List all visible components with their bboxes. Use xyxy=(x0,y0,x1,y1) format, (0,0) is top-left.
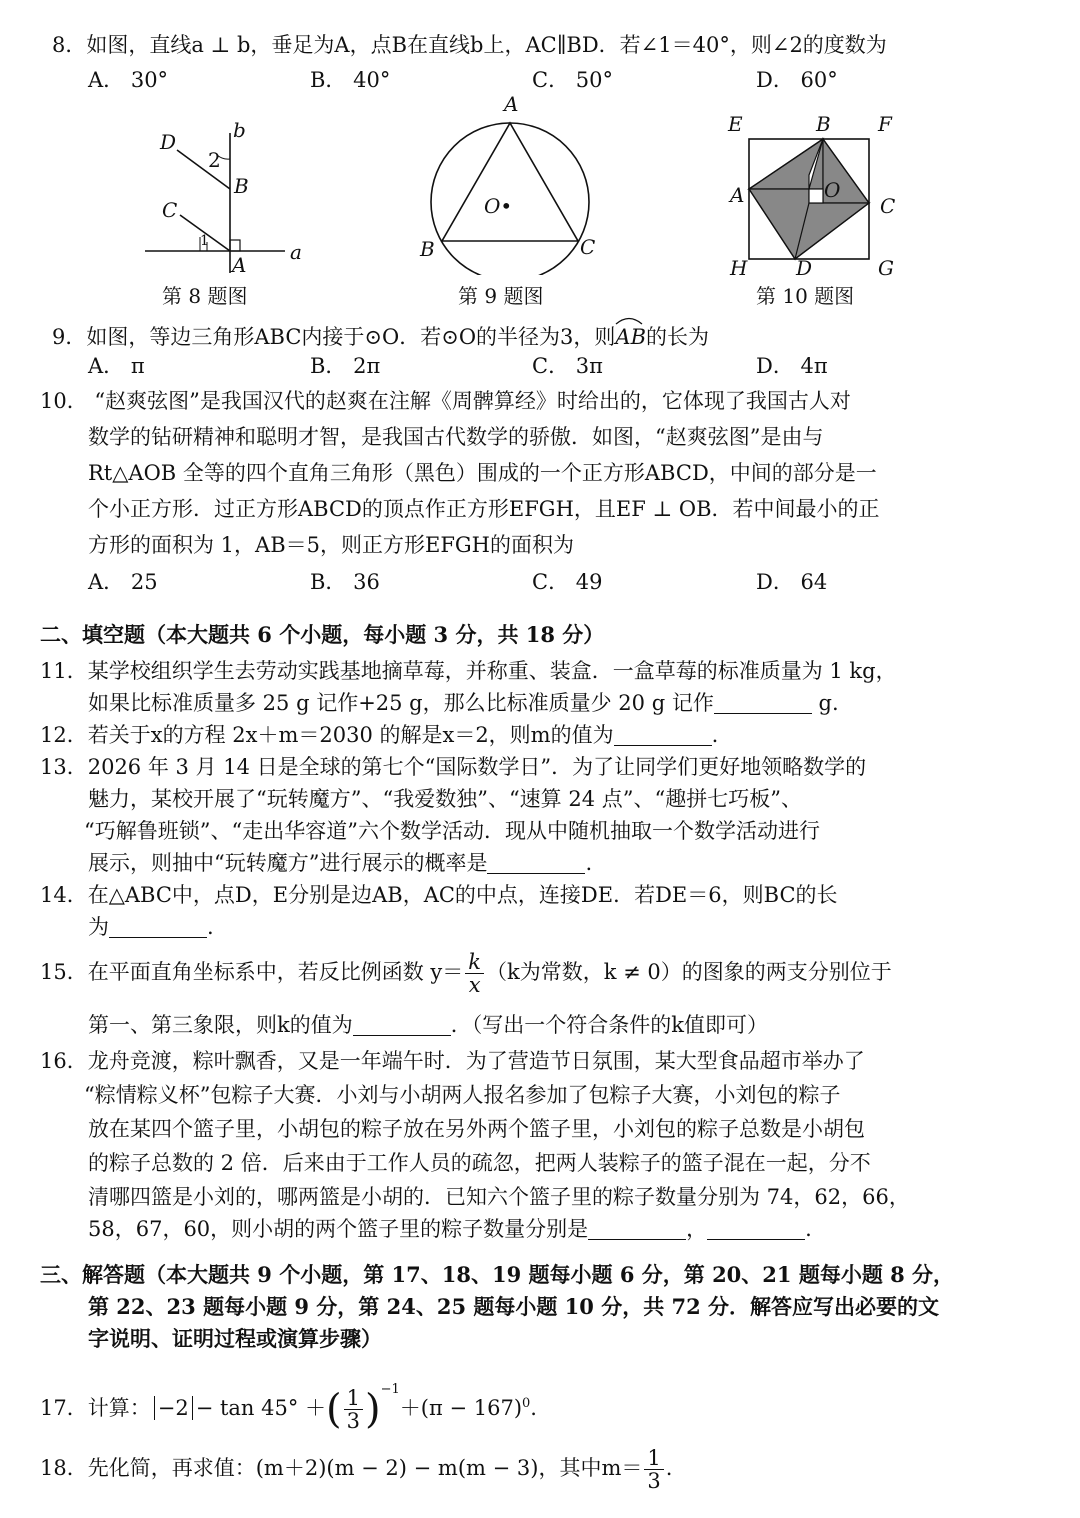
section-2-heading: 二、填空题（本大题共 6 个小题，每小题 3 分，共 18 分） xyxy=(40,622,605,647)
fig8-label-b-line: b xyxy=(233,118,246,142)
q15-answer-blank[interactable] xyxy=(353,1015,451,1036)
q18-line: 18．先化简，再求值：(m＋2)(m − 2) − m(m − 3)，其中m＝ $\frac{1}{3}$ . xyxy=(40,1446,673,1493)
q9-option-d: D． 4π xyxy=(756,354,828,378)
q8-option-c: C． 50° xyxy=(532,68,613,92)
q17-fraction: $\frac{1}{3}$ xyxy=(344,1387,363,1432)
q9-arc: AB xyxy=(615,318,646,352)
fig9-label-a: A xyxy=(504,92,519,116)
q8-option-d: D． 60° xyxy=(756,68,838,92)
q14-line-1: 14．在△ABC中，点D，E分别是边AB，AC的中点，连接DE．若DE＝6，则BC的长 xyxy=(40,883,838,907)
fig10-label-g: G xyxy=(878,256,894,280)
fig9-label-b: B xyxy=(420,237,435,261)
q10-option-a: A． 25 xyxy=(88,570,158,594)
fig8-label-b-point: B xyxy=(234,174,249,198)
q10-line-4: 个小正方形．过正方形ABCD的顶点作正方形EFGH，且EF ⊥ OB．若中间最小的正 xyxy=(88,497,880,521)
q14-line-2: 为 . xyxy=(88,915,214,939)
q16-line-6: 58，67，60，则小胡的两个篮子里的粽子数量分别是 ， . xyxy=(88,1217,812,1241)
figure-10 xyxy=(745,135,875,265)
q16-answer-blank-1[interactable] xyxy=(588,1219,686,1240)
fig8-label-2: 2 xyxy=(208,148,221,172)
fig10-label-e: E xyxy=(728,112,743,136)
fig10-label-f: F xyxy=(878,112,892,136)
q10-option-c: C． 49 xyxy=(532,570,603,594)
fig10-label-d: D xyxy=(796,256,813,280)
fig8-label-a-point: A xyxy=(232,253,247,277)
q10-line-3: Rt△AOB 全等的四个直角三角形（黑色）围成的一个正方形ABCD，中间的部分是一 xyxy=(88,461,877,485)
fig8-label-c: C xyxy=(162,198,178,222)
q16-line-3: 放在某四个篮子里，小胡包的粽子放在另外两个篮子里，小刘包的粽子总数是小胡包 xyxy=(88,1117,865,1141)
q13-line-4: 展示，则抽中“玩转魔方”进行展示的概率是 . xyxy=(88,851,593,875)
q13-line-3: “巧解鲁班锁”、“走出华容道”六个数学活动．现从中随机抽取一个数学活动进行 xyxy=(84,819,820,843)
q16-line-1: 16．龙舟竞渡，粽叶飘香，又是一年端午时．为了营造节日氛围，某大型食品超市举办了 xyxy=(40,1049,865,1073)
q9-option-a: A． π xyxy=(88,354,145,378)
section-3-line-3: 字说明、证明过程或演算步骤） xyxy=(88,1326,382,1351)
q12-line: 12．若关于x的方程 2x＋m＝2030 的解是x＝2，则m的值为 . xyxy=(40,723,719,747)
q9-stem-line xyxy=(52,318,709,352)
q13-line-2: 魅力，某校开展了“玩转魔方”、“我爱数独”、“速算 24 点”、“趣拼七巧板”、 xyxy=(88,787,802,811)
fig10-label-b: B xyxy=(816,112,831,136)
q10-line-5: 方形的面积为 1，AB＝5，则正方形EFGH的面积为 xyxy=(88,533,574,557)
q11-line-1: 11．某学校组织学生去劳动实践基地摘草莓，并称重、装盒．一盒草莓的标准质量为 1 kg， xyxy=(40,659,897,683)
fig9-caption: 第 9 题图 xyxy=(458,284,544,308)
q12-answer-blank[interactable] xyxy=(614,725,712,746)
q9-stem: 9．如图，等边三角形ABC内接于⊙O．若⊙O的半径为3，则 xyxy=(52,325,616,349)
fig8-caption: 第 8 题图 xyxy=(162,284,248,308)
section-3-line-2: 第 22、23 题每小题 9 分，第 24、25 题每小题 10 分，共 72 分．解答应写出必要的文 xyxy=(88,1294,940,1319)
q8-option-a: A． 30° xyxy=(88,68,169,92)
q16-line-4: 的粽子总数的 2 倍．后来由于工作人员的疏忽，把两人装粽子的篮子混在一起，分不 xyxy=(88,1151,871,1175)
q10-option-b: B． 36 xyxy=(310,570,380,594)
q17-line: 17．计算： −2 − tan 45° ＋( $\frac{1}{3}$ )$^{-1}+(\pi - 167)^0$. xyxy=(40,1382,537,1433)
q8-stem: 8．如图，直线a ⊥ b，垂足为A，点B在直线b上，AC∥BD．若∠1＝40°，则∠2的度数为 xyxy=(52,33,887,57)
fig9-label-o: O• xyxy=(484,194,513,218)
fig8-label-a-line: a xyxy=(290,240,302,264)
q17-abs: −2 xyxy=(154,1396,193,1420)
q16-answer-blank-2[interactable] xyxy=(707,1219,805,1240)
fig10-label-a: A xyxy=(730,183,745,207)
fig9-label-c: C xyxy=(580,235,596,259)
q10-line-1: 10． “赵爽弦图”是我国汉代的赵爽在注解《周髀算经》时给出的，它体现了我国古人对 xyxy=(40,389,851,413)
fig10-label-c: C xyxy=(880,194,896,218)
q13-line-1: 13．2026 年 3 月 14 日是全球的第七个“国际数学日”．为了让同学们更好地领略数学的 xyxy=(40,755,867,779)
fig8-label-d: D xyxy=(160,130,177,154)
q15-line-1: 15．在平面直角坐标系中，若反比例函数 y＝ $\frac{k}{x}$ （k为常数，k ≠ 0）的图象的两支分别位于 xyxy=(40,950,892,997)
q15-fraction: $\frac{k}{x}$ xyxy=(465,951,484,996)
q18-fraction: $\frac{1}{3}$ xyxy=(644,1447,663,1492)
q9-option-b: B． 2π xyxy=(310,354,381,378)
fig10-label-o: O xyxy=(824,178,841,202)
q15-line-2: 第一、第三象限，则k的值为 ．（写出一个符合条件的k值即可） xyxy=(88,1013,768,1037)
q11-line-2: 如果比标准质量多 25 g 记作+25 g，那么比标准质量少 20 g 记作 g. xyxy=(88,691,839,715)
q13-answer-blank[interactable] xyxy=(487,853,585,874)
fig8-label-1: 1 xyxy=(200,233,209,249)
fig10-caption: 第 10 题图 xyxy=(756,284,855,308)
q9-option-c: C． 3π xyxy=(532,354,603,378)
q16-line-2: “粽情粽义杯”包粽子大赛．小刘与小胡两人报名参加了包粽子大赛，小刘包的粽子 xyxy=(84,1083,841,1107)
q10-line-2: 数学的钻研精神和聪明才智，是我国古代数学的骄傲．如图，“赵爽弦图”是由与 xyxy=(88,425,824,449)
q11-answer-blank[interactable] xyxy=(714,693,812,714)
q14-answer-blank[interactable] xyxy=(109,917,207,938)
q8-option-b: B． 40° xyxy=(310,68,391,92)
q16-line-5: 清哪四篮是小刘的，哪两篮是小胡的．已知六个篮子里的粽子数量分别为 74，62，66， xyxy=(88,1185,910,1209)
q9-tail: 的长为 xyxy=(646,325,710,349)
section-3-line-1: 三、解答题（本大题共 9 个小题，第 17、18、19 题每小题 6 分，第 20、21 题每小题 8 分， xyxy=(40,1262,955,1287)
fig10-label-h: H xyxy=(730,256,748,280)
q10-option-d: D． 64 xyxy=(756,570,828,594)
